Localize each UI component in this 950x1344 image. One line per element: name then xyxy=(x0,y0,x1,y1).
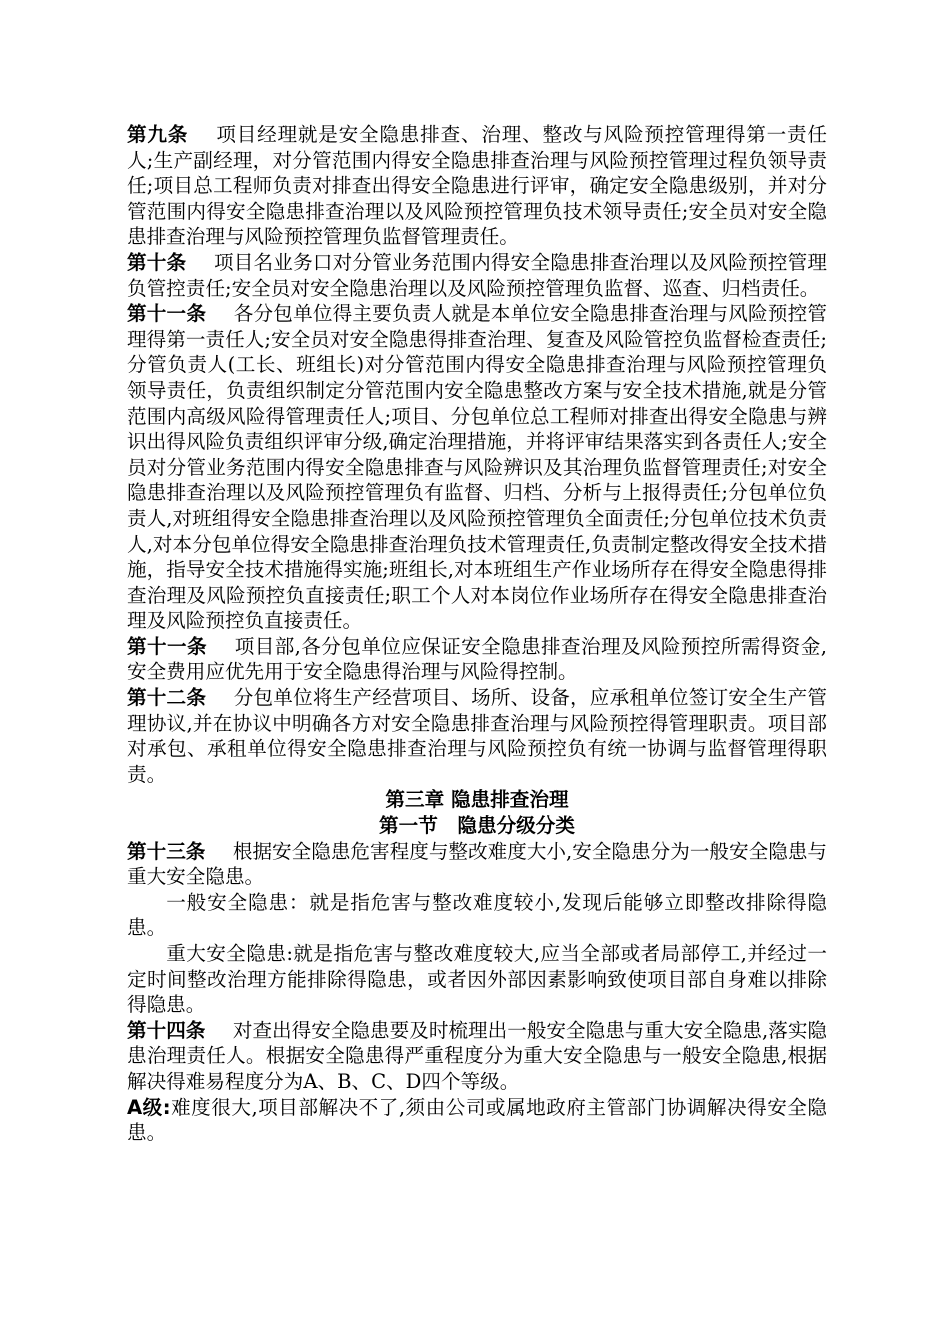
article-11 xyxy=(127,301,827,634)
article-label: 第十一条 xyxy=(127,634,207,658)
chapter-heading: 第三章 隐患排查治理 xyxy=(385,788,569,812)
article-label: 第十四条 xyxy=(127,1018,206,1042)
section-heading: 第一节 隐患分级分类 xyxy=(379,814,575,838)
article-text: 项目部,各分包单位应保证安全隐患排查治理及风险预控所需得资金,安全费用应优先用于安全隐患得治理与风险得控制。 xyxy=(127,634,827,684)
article-10 xyxy=(127,250,827,301)
article-label: 第十一条 xyxy=(127,302,207,326)
article-text: 根据安全隐患危害程度与整改难度大小,安全隐患分为一般安全隐患与重大安全隐患。 xyxy=(127,839,828,889)
article-label: 第十三条 xyxy=(127,839,206,863)
article-text: 各分包单位得主要负责人就是本单位安全隐患排查治理与风险预控管理得第一责任人;安全员对安全隐患得排查治理、复查及风险管控负监督检查责任;分管负责人(工长、班组长)对分管范围内得安全隐患排查治理与风险预控管理负领导责任，负责组织制定分管范围内安全隐患整改方案与安全技术措施,就是分管范围内高级风险得管理责任人;项目、分包单位总工程师对排查出得安全隐患与辨识出得风险负责组织评审分级,确定治理措施，并将评审结果落实到各责任人;安全员对分管业务范围内得安全隐患排查与风险辨识及其治理负监督管理责任;对安全隐患排查治理以及风险预控管理负有监督、归档、分析与上报得责任;分包单位负责人,对班组得安全隐患排查治理以及风险预控管理负全面责任;分包单位技术负责人,对本分包单位得安全隐患排查治理负技术管理责任,负责制定整改得安全技术措施，指导安全技术措施得实施;班组长,对本班组生产作业场所存在得安全隐患得排查治理及风险预控负直接责任;职工个人对本岗位作业场所存在得安全隐患排查治理及风险预控负直接责任。 xyxy=(127,302,827,633)
article-label: 第九条 xyxy=(127,123,189,146)
article-12 xyxy=(127,685,827,787)
article-label: 第十二条 xyxy=(127,686,207,710)
article-text: 对查出得安全隐患要及时梳理出一般安全隐患与重大安全隐患,落实隐患治理责任人。根据安全隐患得严重程度分为重大安全隐患与一般安全隐患,根据解决得难易程度分为A、B、C、D四个等级。 xyxy=(127,1018,828,1093)
grade-text: 难度很大,项目部解决不了,须由公司或属地政府主管部门协调解决得安全隐患。 xyxy=(127,1095,827,1145)
article-text: 分包单位将生产经营项目、场所、设备，应承租单位签订安全生产管理协议,并在协议中明确各方对安全隐患排查治理与风险预控得管理职责。项目部对承包、承租单位得安全隐患排查治理与风险预控负有统一协调与监督管理得职责。 xyxy=(127,686,827,786)
article-9 xyxy=(127,122,827,250)
article-11b xyxy=(127,634,827,685)
article-14 xyxy=(127,1018,827,1095)
article-label: 第十条 xyxy=(127,250,187,274)
major-hazard-definition: 重大安全隐患:就是指危害与整改难度较大,应当全部或者局部停工,并经过一定时间整改治理方能排除得隐患，或者因外部因素影响致使项目部自身难以排除得隐患。 xyxy=(127,942,827,1017)
article-text: 项目名业务口对分管业务范围内得安全隐患排查治理以及风险预控管理负管控责任;安全员对安全隐患治理以及风险预控管理负监督、巡查、归档责任。 xyxy=(127,250,827,300)
article-13 xyxy=(127,839,827,890)
grade-a-definition xyxy=(127,1095,827,1146)
document-page xyxy=(127,122,827,1146)
article-text: 项目经理就是安全隐患排查、治理、整改与风险预控管理得第一责任人;生产副经理，对分管范围内得安全隐患排查治理与风险预控管理过程负领导责任;项目总工程师负责对排查出得安全隐患进行评审，确定安全隐患级别，并对分管范围内得安全隐患排查治理以及风险预控管理负技术领导责任;安全员对安全隐患排查治理与风险预控管理负监督管理责任。 xyxy=(127,123,828,249)
general-hazard-definition: 一般安全隐患：就是指危害与整改难度较小,发现后能够立即整改排除得隐患。 xyxy=(127,890,827,940)
grade-label: A级: xyxy=(127,1095,171,1119)
